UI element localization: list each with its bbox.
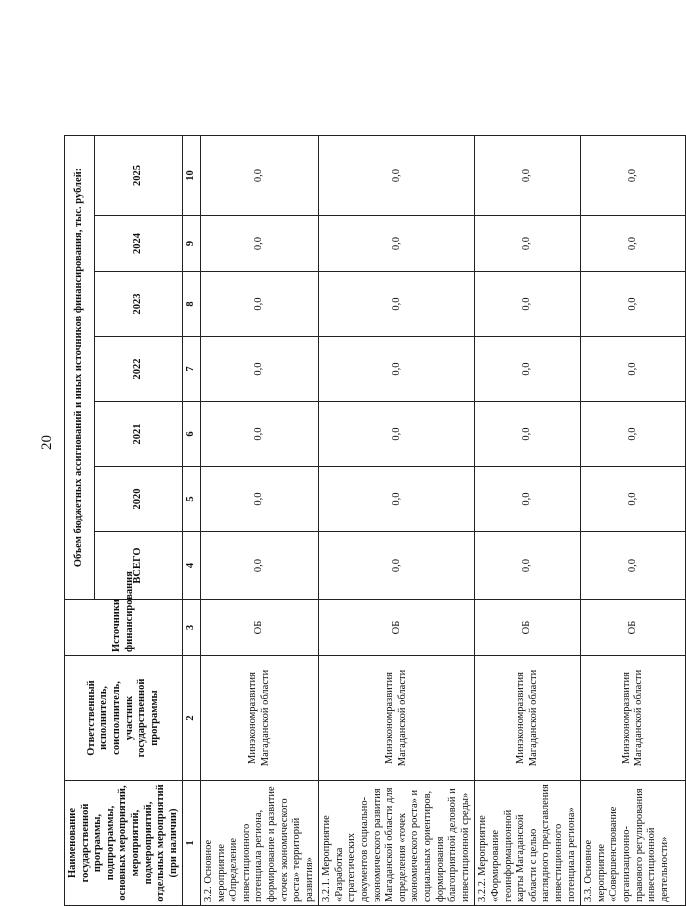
row-value: 0,0 [319, 467, 475, 532]
row-value: 0,0 [581, 136, 686, 216]
row-value: 0,0 [475, 467, 581, 532]
column-number: 3 [183, 600, 201, 656]
row-value: 0,0 [319, 136, 475, 216]
table-row [475, 136, 581, 906]
header-year: 2023 [95, 272, 183, 337]
column-number: 8 [183, 272, 201, 337]
table-row [200, 136, 318, 906]
header-year: 2025 [95, 136, 183, 216]
row-name: 3.2. Основное мероприятие «Определение инвестиционного потенциала региона, формирование и развитие «точек экономического роста» территорий развития» [200, 781, 318, 906]
row-total: 0,0 [319, 532, 475, 600]
row-value: 0,0 [581, 337, 686, 402]
table-row [319, 136, 475, 906]
row-executor: Минэкономразвития Магаданской области [200, 656, 318, 781]
column-number: 9 [183, 216, 201, 272]
header-year: 2021 [95, 402, 183, 467]
row-value: 0,0 [475, 272, 581, 337]
row-value: 0,0 [200, 467, 318, 532]
table-row [581, 136, 686, 906]
column-number: 4 [183, 532, 201, 600]
row-total: 0,0 [581, 532, 686, 600]
row-value: 0,0 [475, 216, 581, 272]
financing-table [64, 135, 686, 906]
row-total: 0,0 [475, 532, 581, 600]
row-value: 0,0 [581, 272, 686, 337]
header-name: Наименование государственной программы, подпрограммы, основных мероприятий, мероприятий, подмероприятий, отдельных мероприятий (при наличии) [65, 781, 183, 906]
row-executor: Минэкономразвития Магаданской области [475, 656, 581, 781]
column-number: 6 [183, 402, 201, 467]
row-source: ОБ [581, 600, 686, 656]
column-number: 7 [183, 337, 201, 402]
row-source: ОБ [200, 600, 318, 656]
row-name: 3.2.1. Мероприятие «Разработка стратегических документов социально-экономического развития Магаданской области для определения «точек экономического роста» и социальных ориентиров, формирования благоприятной деловой и инвестиционной среды» [319, 781, 475, 906]
header-source: Источники финансирования [65, 600, 183, 656]
header-year: 2024 [95, 216, 183, 272]
header-volume: Объем бюджетных ассигнований и иных источников финансирования, тыс. рублей: [65, 136, 95, 600]
row-value: 0,0 [581, 467, 686, 532]
column-number: 10 [183, 136, 201, 216]
row-value: 0,0 [475, 402, 581, 467]
row-executor: Минэкономразвития Магаданской области [319, 656, 475, 781]
row-total: 0,0 [200, 532, 318, 600]
row-value: 0,0 [200, 337, 318, 402]
row-source: ОБ [475, 600, 581, 656]
row-source: ОБ [319, 600, 475, 656]
row-name: 3.3. Основное мероприятие «Совершенствование организационно-правового регулирования инвестиционной деятельности» [581, 781, 686, 906]
row-value: 0,0 [581, 402, 686, 467]
row-name: 3.2.2. Мероприятие «Формирование геоинформационной карты Магаданской области с целью наглядного представления инвестиционного потенциала региона» [475, 781, 581, 906]
column-number: 2 [183, 656, 201, 781]
row-value: 0,0 [475, 337, 581, 402]
row-value: 0,0 [319, 216, 475, 272]
row-value: 0,0 [581, 216, 686, 272]
row-value: 0,0 [319, 337, 475, 402]
header-executor: Ответственный исполнитель, соисполнитель, участник государственной программы [65, 656, 183, 781]
row-value: 0,0 [200, 136, 318, 216]
header-year: 2020 [95, 467, 183, 532]
row-executor: Минэкономразвития Магаданской области [581, 656, 686, 781]
header-total: ВСЕГО [95, 532, 183, 600]
row-value: 0,0 [475, 136, 581, 216]
row-value: 0,0 [319, 402, 475, 467]
row-value: 0,0 [200, 272, 318, 337]
row-value: 0,0 [200, 402, 318, 467]
page-number: 20 [38, 434, 55, 450]
column-number: 1 [183, 781, 201, 906]
financing-table-container [64, 136, 670, 906]
header-year: 2022 [95, 337, 183, 402]
row-value: 0,0 [319, 272, 475, 337]
column-number: 5 [183, 467, 201, 532]
row-value: 0,0 [200, 216, 318, 272]
